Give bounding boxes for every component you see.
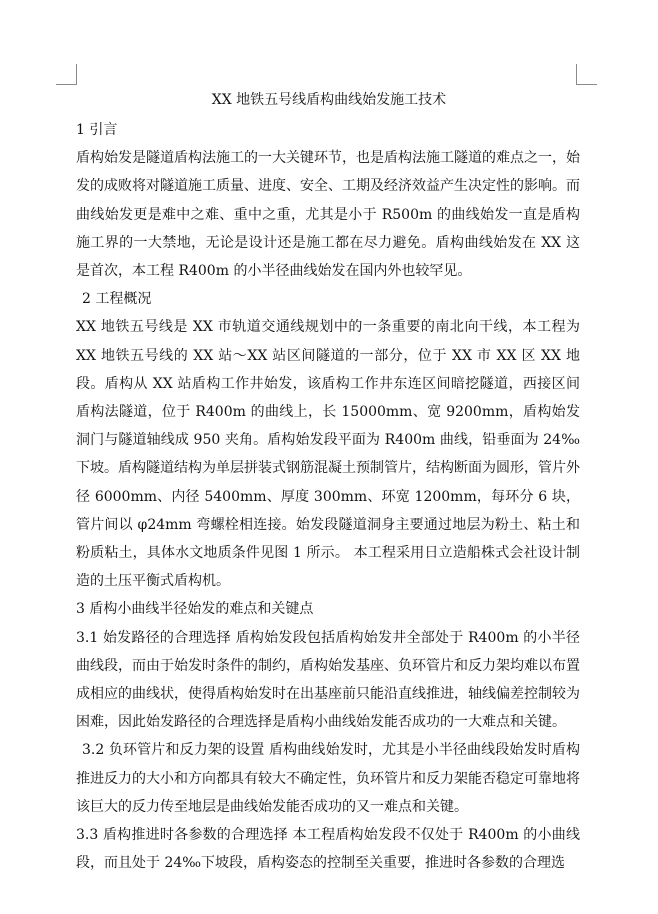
section-heading-difficulties: 3 盾构小曲线半径始发的难点和关键点 [76,601,314,618]
section-heading-introduction: 1 引言 [76,122,118,138]
paragraph-3-2-negative-ring: 3.2 负环管片和反力架的设置 盾构曲线始发时，尤其是小半径曲线段始发时盾构推进反力的大小和方向都具有较大不确定性，负环管片和反力架能否稳定可靠地将该巨大的反力传至地层是曲线始发能否成功的又一难点和关键。 [76,742,580,815]
document-body [76,116,580,877]
page-corner-mark-right [576,64,597,85]
paragraph-3-3-parameters: 3.3 盾构推进时各参数的合理选择 本工程盾构始发段不仅处于 R400m 的小曲线段，而且处于 24‰下坡段，盾构姿态的控制至关重要，推进时各参数的合理选 [76,827,580,872]
document-title: XX 地铁五号线盾构曲线始发施工技术 [211,92,447,108]
paragraph-project-overview: XX 地铁五号线是 XX 市轨道交通线规划中的一条重要的南北向干线，本工程为 XX 地铁五号线的 XX 站～XX 站区间隧道的一部分，位于 XX 市 XX 区 XX 地段。盾构从 XX 站盾构工作井始发，该盾构工作井东连区间暗挖隧道，西接区间盾构法隧道，位于 R400m 的曲线上，长 15000mm、宽 9200mm，盾构始发洞门与隧道轴线成 950 夹角。盾构始发段平面为 R400m 曲线，铅垂面为 24‰下坡。盾构隧道结构为单层拼装式钢筋混凝土预制管片，结构断面为圆形，管片外径 6000mm、内径 5400mm、厚度 300mm、环宽 1200mm，每环分 6 块，管片间以 φ24mm 弯螺栓相连接。始发段隧道洞身主要通过地层为粉土、粘土和粉质粘土，具体水文地质条件见图 1 所示。 本工程采用日立造船株式会社设计制造的土压平衡式盾构机。 [76,319,580,590]
section-heading-project-overview: 2 工程概况 [82,291,152,308]
paragraph-introduction: 盾构始发是隧道盾构法施工的一大关键环节，也是盾构法施工隧道的难点之一，始发的成败将对隧道施工质量、进度、安全、工期及经济效益产生决定性的影响。而曲线始发更是难中之难、重中之重，尤其是小于 R500m 的曲线始发一直是盾构施工界的一大禁地，无论是设计还是施工都在尽力避免。盾构曲线始发在 XX 这是首次，本工程 R400m 的小半径曲线始发在国内外也较罕见。 [76,150,580,280]
paragraph-3-1-launch-path: 3.1 始发路径的合理选择 盾构始发段包括盾构始发井全部处于 R400m 的小半径曲线段，而由于始发时条件的制约，盾构始发基座、负环管片和反力架均难以布置成相应的曲线状，使得盾构始发时在出基座前只能沿直线推进，轴线偏差控制较为困难，因此始发路径的合理选择是盾构小曲线始发能否成功的一大难点和关键。 [76,629,580,731]
page-corner-mark-left [56,64,77,85]
